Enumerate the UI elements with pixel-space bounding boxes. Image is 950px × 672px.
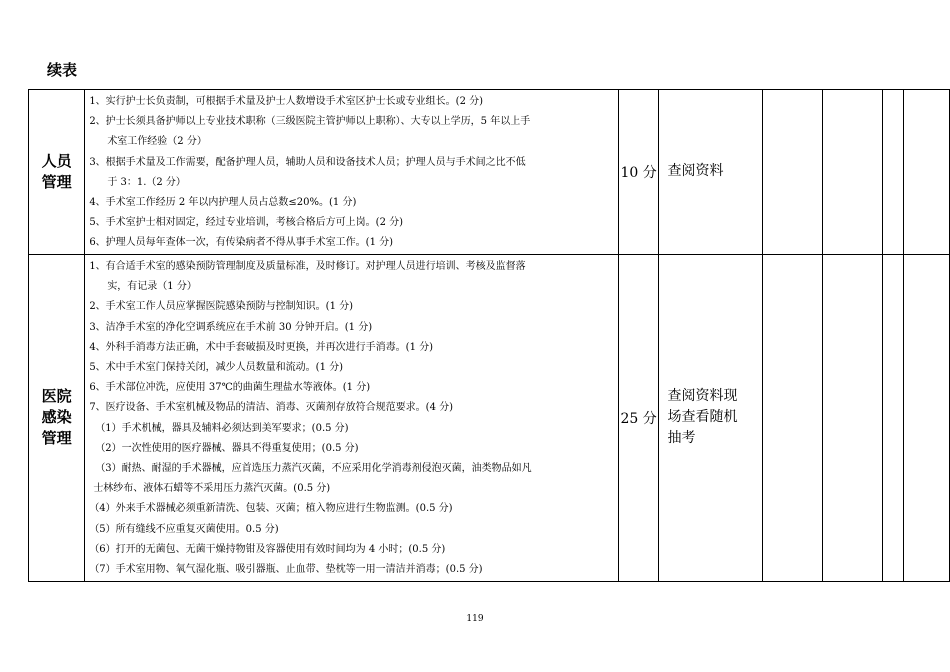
score-cell: 10 分	[618, 90, 659, 255]
criteria-line: 6、护理人员每年查体一次，有传染病者不得从事手术室工作。(1 分)	[89, 237, 394, 249]
method-label	[667, 161, 762, 182]
criteria-line: 术室工作经验（2 分）	[107, 136, 207, 148]
category-line: 人员	[41, 151, 72, 170]
criteria-cell	[85, 254, 619, 581]
method-cell	[659, 90, 763, 255]
table-row	[29, 254, 950, 581]
assessment-table	[28, 89, 950, 582]
criteria-line: 6、手术部位冲洗，应使用 37℃的曲菌生理盐水等液体。(1 分)	[89, 382, 371, 394]
category-line: 医院	[41, 387, 72, 406]
criteria-line: 4、手术室工作经历 2 年以内护理人员占总数≤20%。(1 分)	[89, 197, 357, 209]
criteria-line: 于 3：1.（2 分）	[107, 176, 186, 188]
criteria-line: 1、有合适手术室的感染预防管理制度及质量标准，及时修订。对护理人员进行培训、考核及监督落	[89, 261, 526, 272]
blank-cell	[903, 254, 949, 581]
category-cell	[29, 90, 85, 255]
blank-cell	[883, 254, 904, 581]
method-line: 场查看随机	[667, 409, 738, 426]
page-number: 119	[466, 614, 484, 624]
method-label	[667, 386, 762, 449]
blank-cell	[823, 254, 883, 581]
criteria-line: （1）手术机械，器具及辅料必须达到美军要求；(0.5 分)	[95, 422, 349, 434]
criteria-line: 3、洁净手术室的净化空调系统应在手术前 30 分钟开启。(1 分)	[89, 321, 373, 333]
criteria-line: 2、手术室工作人员应掌握医院感染预防与控制知识。(1 分)	[89, 301, 354, 313]
table-row	[29, 90, 950, 255]
criteria-line: 士林纱布、液体石蜡等不采用压力蒸汽灭菌。(0.5 分)	[93, 483, 331, 495]
criteria-line: （4）外来手术器械必须重新清洗、包装、灭菌；植入物应进行生物监测。(0.5 分)	[89, 503, 453, 515]
criteria-list	[89, 257, 618, 580]
method-line: 抽考	[667, 430, 696, 447]
method-line: 查阅资料	[667, 163, 724, 180]
criteria-line: 7、医疗设备、手术室机械及物品的清洁、消毒、灭菌剂存放符合规范要求。(4 分)	[89, 402, 454, 414]
category-label	[29, 386, 84, 449]
criteria-line: （7）手术室用物、氧气湿化瓶、吸引器瓶、止血带、垫枕等一用一清洁并消毒；(0.5 分)	[89, 564, 483, 576]
blank-cell	[763, 90, 823, 255]
criteria-line: （2）一次性使用的医疗器械、器具不得重复使用；(0.5 分)	[95, 442, 359, 454]
criteria-line: 4、外科手消毒方法正确，术中手套破损及时更换，并再次进行手消毒。(1 分)	[89, 341, 434, 353]
category-label	[29, 151, 84, 193]
criteria-line: 1、实行护士长负责制，可根据手术量及护士人数增设手术室区护士长或专业组长。(2 分)	[89, 96, 484, 107]
method-cell	[659, 254, 763, 581]
criteria-line: 3、根据手术量及工作需要，配备护理人员，辅助人员和设备技术人员；护理人员与手术间之比不低	[89, 156, 526, 168]
blank-cell	[823, 90, 883, 255]
criteria-line: （3）耐热、耐湿的手术器械，应首选压力蒸汽灭菌，不应采用化学消毒剂侵泡灭菌，油类物品如凡	[95, 463, 532, 475]
category-line: 管理	[41, 429, 72, 448]
category-cell	[29, 254, 85, 581]
criteria-line: （5）所有缝线不应重复灭菌使用。0.5 分)	[89, 523, 279, 535]
criteria-line: 5、术中手术室门保持关闭，减少人员数量和流动。(1 分)	[89, 362, 344, 374]
category-line: 管理	[41, 172, 72, 191]
criteria-list	[89, 92, 618, 254]
criteria-cell	[85, 90, 619, 255]
score-cell: 25 分	[618, 254, 659, 581]
criteria-line: 实，有记录（1 分）	[107, 281, 197, 293]
category-line: 感染	[41, 408, 72, 427]
page-heading: 续表	[47, 61, 78, 79]
blank-cell	[903, 90, 949, 255]
criteria-line: 2、护士长须具备护师以上专业技术职称（三级医院主管护师以上职称）、大专以上学历，5 年以上手	[89, 116, 531, 128]
criteria-line: 5、手术室护士相对固定，经过专业培训，考核合格后方可上岗。(2 分)	[89, 217, 404, 229]
method-line: 查阅资料现	[667, 388, 738, 405]
blank-cell	[883, 90, 904, 255]
blank-cell	[763, 254, 823, 581]
criteria-line: （6）打开的无菌包、无菌干燥持物钳及容器使用有效时间均为 4 小时；(0.5 分)	[89, 543, 446, 555]
